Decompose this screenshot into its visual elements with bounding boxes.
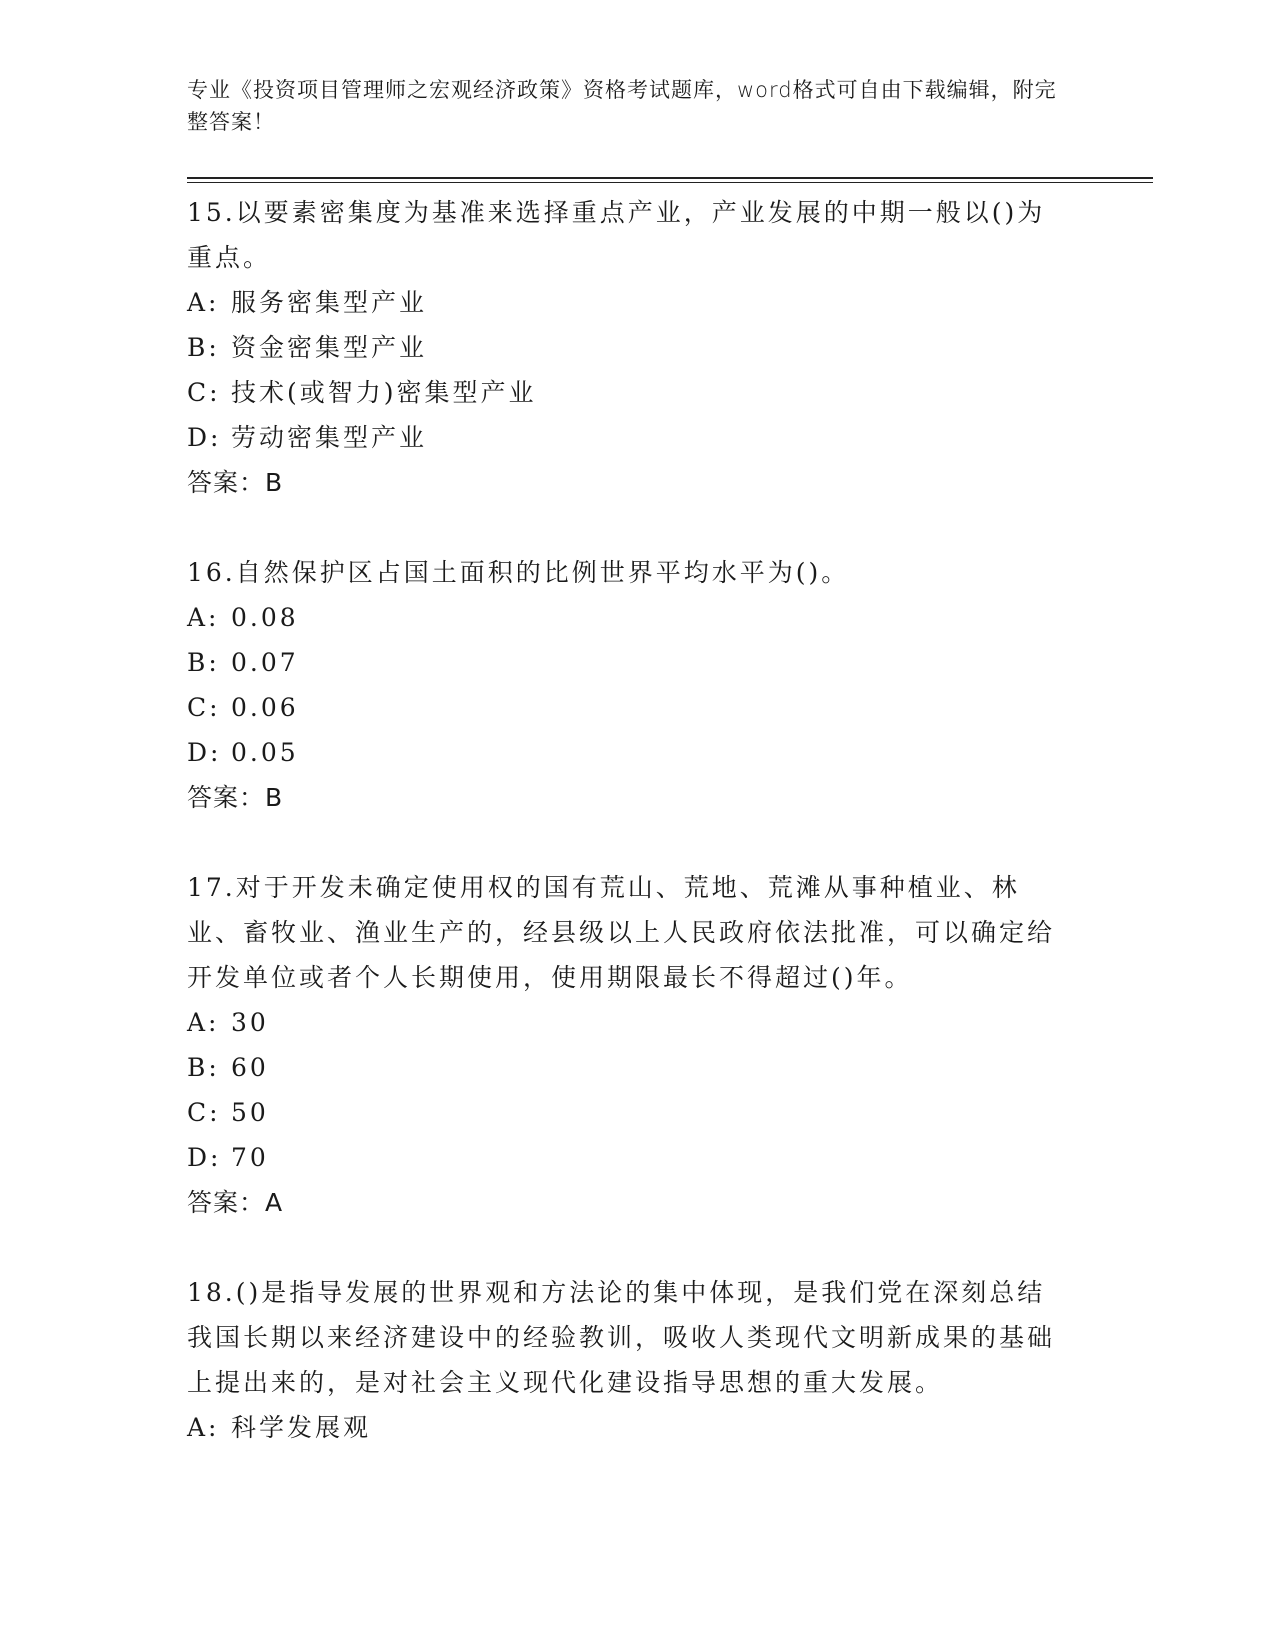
option-key: A: [187, 1413, 220, 1442]
option-b [187, 640, 1067, 685]
option-a [187, 1405, 1067, 1450]
option-text: 劳动密集型产业 [231, 423, 428, 452]
option-key: D: [187, 1143, 222, 1172]
option-a [187, 280, 1067, 325]
option-d [187, 730, 1067, 775]
option-key: C: [187, 693, 221, 722]
question-stem: 16.自然保护区占国土面积的比例世界平均水平为()。 [187, 558, 850, 587]
option-key: A: [187, 603, 220, 632]
question-15 [187, 190, 1067, 505]
option-key: B: [187, 333, 220, 362]
option-key: A: [187, 1008, 220, 1037]
question-stem: 17.对于开发未确定使用权的国有荒山、荒地、荒滩从事种植业、林业、畜牧业、渔业生产的，经县级以上人民政府依法批准，可以确定给开发单位或者个人长期使用，使用期限最长不得超过()年。 [187, 873, 1056, 992]
option-text: 50 [231, 1098, 269, 1127]
option-c [187, 1090, 1067, 1135]
option-text: 0.07 [231, 648, 299, 677]
option-text: 0.06 [231, 693, 299, 722]
option-key: B: [187, 1053, 220, 1082]
question-stem: 15.以要素密集度为基准来选择重点产业，产业发展的中期一般以()为重点。 [187, 198, 1046, 272]
option-text: 资金密集型产业 [231, 333, 428, 362]
option-text: 0.08 [231, 603, 299, 632]
option-key: C: [187, 1098, 221, 1127]
option-text: 70 [231, 1143, 269, 1172]
option-a [187, 595, 1067, 640]
option-d [187, 415, 1067, 460]
option-text: 服务密集型产业 [231, 288, 428, 317]
option-text: 30 [231, 1008, 269, 1037]
option-text: 技术(或智力)密集型产业 [231, 378, 537, 407]
question-18 [187, 1270, 1067, 1450]
option-key: B: [187, 648, 220, 677]
document-header: 专业《投资项目管理师之宏观经济政策》资格考试题库，word格式可自由下载编辑，附完整答案！ [187, 78, 1057, 134]
option-b [187, 1045, 1067, 1090]
option-a [187, 1000, 1067, 1045]
question-list [187, 190, 1067, 1495]
answer-line: 答案：B [187, 468, 284, 497]
option-c [187, 685, 1067, 730]
option-key: C: [187, 378, 221, 407]
header-divider-thin [187, 182, 1153, 183]
answer-line: 答案：A [187, 1188, 284, 1217]
question-16 [187, 550, 1067, 820]
option-d [187, 1135, 1067, 1180]
question-17 [187, 865, 1067, 1225]
option-text: 科学发展观 [231, 1413, 372, 1442]
option-key: D: [187, 423, 222, 452]
option-c [187, 370, 1067, 415]
option-key: D: [187, 738, 222, 767]
option-b [187, 325, 1067, 370]
option-text: 0.05 [231, 738, 299, 767]
question-stem: 18.()是指导发展的世界观和方法论的集中体现，是我们党在深刻总结我国长期以来经济建设中的经验教训，吸收人类现代文明新成果的基础上提出来的，是对社会主义现代化建设指导思想的重大发展。 [187, 1278, 1056, 1397]
header-divider-thick [187, 177, 1153, 179]
option-text: 60 [231, 1053, 269, 1082]
option-key: A: [187, 288, 220, 317]
answer-line: 答案：B [187, 783, 284, 812]
